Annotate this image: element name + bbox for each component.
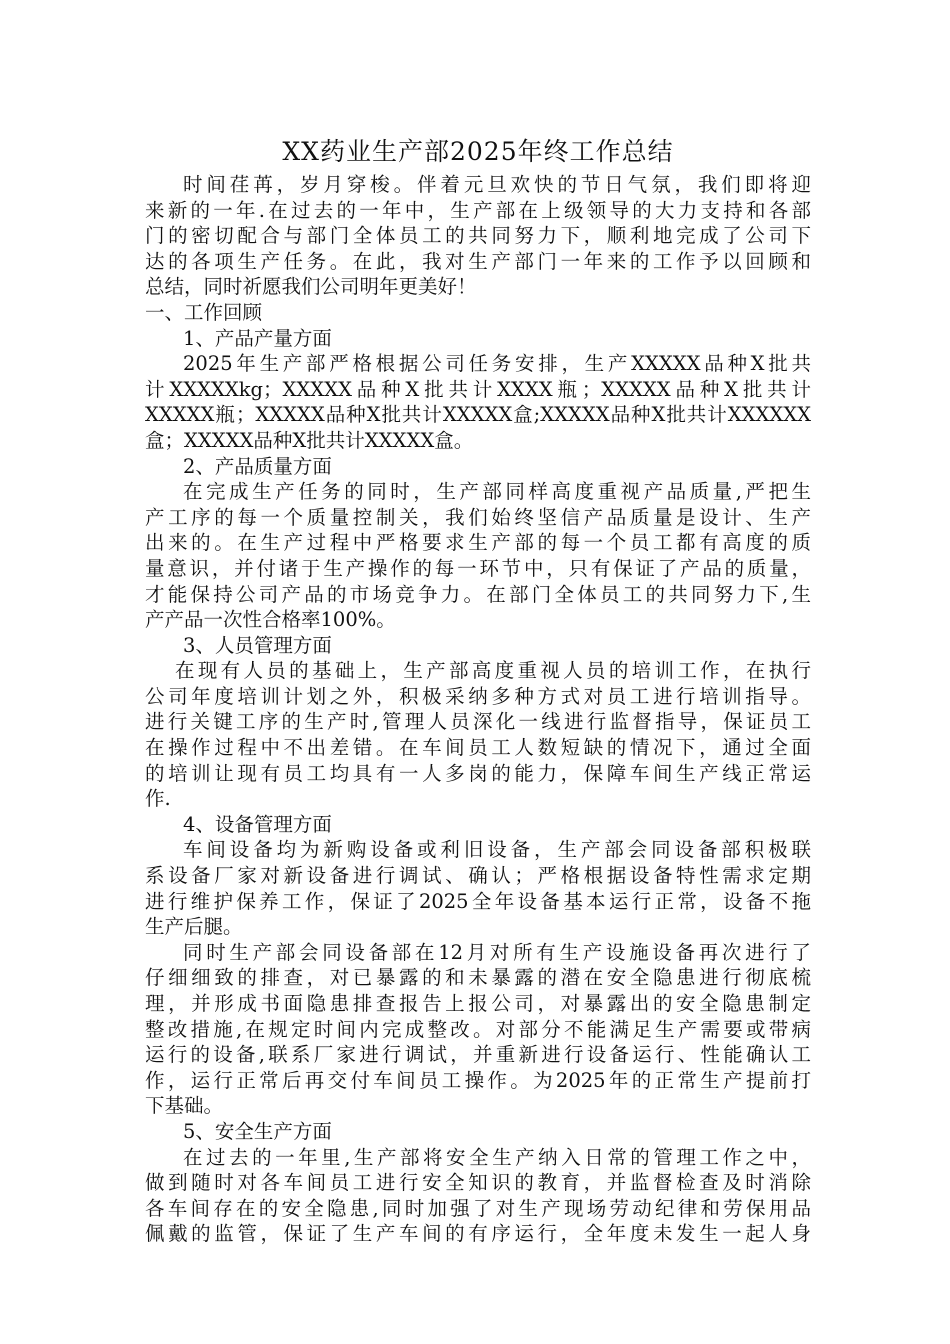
text-line: 系设备厂家对新设备进行调试、确认；严格根据设备特性需求定期: [145, 864, 811, 888]
text-line: 同时生产部会同设备部在12月对所有生产设施设备再次进行了: [183, 940, 811, 964]
text-line: 做到随时对各车间员工进行安全知识的教育，并监督检查及时消除: [145, 1171, 811, 1195]
text-line: 门的密切配合与部门全体员工的共同努力下，顺利地完成了公司下: [145, 224, 811, 248]
text-line: 整改措施,在规定时间内完成整改。对部分不能满足生产需要或带病: [145, 1017, 811, 1041]
text-line: 运行的设备,联系厂家进行调试，并重新进行设备运行、性能确认工: [145, 1043, 811, 1067]
text-line: 出来的。在生产过程中严格要求生产部的每一个员工都有高度的质: [145, 531, 811, 555]
subsection-heading-safety: 5、安全生产方面: [183, 1119, 332, 1143]
text-line: 总结，同时祈愿我们公司明年更美好！: [145, 275, 477, 299]
personnel-paragraph: [145, 658, 811, 812]
text-line: 产工序的每一个质量控制关，我们始终坚信产品质量是设计、生产: [145, 505, 811, 529]
output-paragraph: [145, 351, 811, 453]
text-line: 时间荏苒，岁月穿梭。伴着元旦欢快的节日气氛，我们即将迎: [183, 173, 811, 196]
safety-paragraph: [145, 1145, 811, 1247]
equipment-paragraph-1: [145, 837, 811, 939]
text-line: 盒；XXXXX品种X批共计XXXXX盒。: [145, 428, 474, 452]
text-line: 理，并形成书面隐患排查报告上报公司，对暴露出的安全隐患制定: [145, 992, 811, 1015]
text-line: 作.: [145, 787, 171, 811]
text-line: 进行维护保养工作，保证了2025全年设备基本运行正常，设备不拖: [145, 889, 811, 913]
text-line: 车间设备均为新购设备或利旧设备，生产部会同设备部积极联: [183, 838, 811, 862]
document-title: XX药业生产部2025年终工作总结: [282, 137, 674, 166]
text-line: 在过去的一年里,生产部将安全生产纳入日常的管理工作之中，: [183, 1145, 811, 1169]
text-line: 量意识，并付诸于生产操作的每一环节中，只有保证了产品的质量，: [145, 556, 811, 580]
equipment-paragraph-2: [145, 940, 811, 1119]
text-line: 在操作过程中不出差错。在车间员工人数短缺的情况下，通过全面: [145, 736, 811, 760]
text-line: 作，运行正常后再交付车间员工操作。为2025年的正常生产提前打: [145, 1068, 811, 1092]
text-line: 产产品一次性合格率100%。: [145, 608, 396, 632]
text-line: 计XXXXXkg；XXXXX品种X批共计XXXX瓶；XXXXX品种X批共计: [145, 377, 811, 401]
subsection-heading-personnel: 3、人员管理方面: [183, 633, 332, 657]
text-line: 公司年度培训计划之外，积极采纳多种方式对员工进行培训指导。: [145, 684, 811, 708]
text-line: 生产后腿。: [145, 915, 243, 939]
text-line: 在现有人员的基础上，生产部高度重视人员的培训工作，在执行: [175, 659, 811, 683]
text-line: 进行关键工序的生产时,管理人员深化一线进行监督指导，保证员工: [145, 710, 811, 734]
text-line: 各车间存在的安全隐患,同时加强了对生产现场劳动纪律和劳保用品: [145, 1196, 811, 1220]
quality-paragraph: [145, 479, 811, 633]
text-line: XXXXX瓶；XXXXX品种X批共计XXXXX盒;XXXXX品种X批共计XXXXXX: [145, 403, 811, 427]
intro-paragraph: [145, 172, 811, 300]
text-line: 下基础。: [145, 1094, 224, 1118]
document-page: [145, 134, 811, 1247]
subsection-heading-output: 1、产品产量方面: [183, 326, 332, 350]
text-line: 才能保持公司产品的市场竞争力。在部门全体员工的共同努力下,生: [145, 582, 811, 606]
text-line: 2025年生产部严格根据公司任务安排，生产XXXXX品种X批共: [183, 352, 811, 376]
text-line: 佩戴的监管，保证了生产车间的有序运行，全年度未发生一起人身: [145, 1222, 811, 1246]
text-line: 达的各项生产任务。在此，我对生产部门一年来的工作予以回顾和: [145, 249, 811, 273]
section-heading-work-review: 一、工作回顾: [145, 300, 263, 324]
text-line: 仔细细致的排查，对已暴露的和未暴露的潜在安全隐患进行彻底梳: [145, 966, 811, 990]
text-line: 来新的一年.在过去的一年中，生产部在上级领导的大力支持和各部: [145, 198, 811, 222]
text-line: 在完成生产任务的同时，生产部同样高度重视产品质量,严把生: [183, 480, 811, 504]
subsection-heading-quality: 2、产品质量方面: [183, 454, 332, 478]
text-line: 的培训让现有员工均具有一人多岗的能力，保障车间生产线正常运: [145, 761, 811, 785]
subsection-heading-equipment: 4、设备管理方面: [183, 812, 332, 836]
